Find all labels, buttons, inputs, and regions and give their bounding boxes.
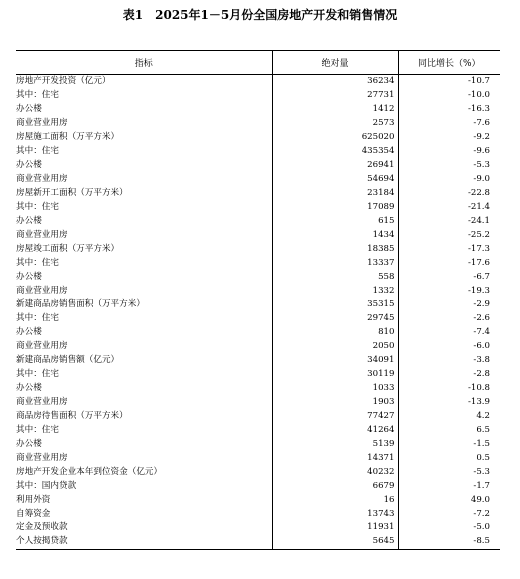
- row-indicator: 其中：住宅: [16, 89, 272, 103]
- row-total: 11931: [272, 521, 398, 535]
- row-change: -16.3: [467, 104, 490, 115]
- row-total: 1903: [272, 396, 398, 410]
- row-indicator: 办公楼: [16, 326, 272, 340]
- table-row: [16, 159, 500, 173]
- row-indicator: 商业营业用房: [16, 451, 272, 465]
- row-indicator: 办公楼: [16, 437, 272, 451]
- row-change: -5.3: [473, 160, 490, 171]
- table-row: [16, 228, 500, 242]
- row-change: -2.6: [473, 313, 490, 324]
- table-row: [16, 451, 500, 465]
- table-row: [16, 479, 500, 493]
- table-body: [16, 75, 500, 550]
- row-indicator: 商业营业用房: [16, 117, 272, 131]
- row-change: -24.1: [467, 215, 490, 226]
- row-indicator: 办公楼: [16, 103, 272, 117]
- row-change: -25.2: [467, 229, 490, 240]
- row-indicator: 其中：住宅: [16, 256, 272, 270]
- row-indicator: 商品房待售面积（万平方米）: [16, 410, 272, 424]
- row-change: -10.8: [467, 383, 490, 394]
- header-indicator: 指标: [16, 51, 272, 75]
- row-indicator: 定金及预收款: [16, 521, 272, 535]
- row-total: 34091: [272, 354, 398, 368]
- table-title: 表1 2025年1－5月份全国房地产开发和销售情况: [122, 8, 398, 22]
- row-indicator: 房屋新开工面积（万平方米）: [16, 187, 272, 201]
- table-row: [16, 437, 500, 451]
- row-total: 435354: [272, 145, 398, 159]
- row-total: 16: [272, 493, 398, 507]
- row-change: -2.8: [473, 369, 490, 380]
- row-change: -5.3: [473, 466, 490, 477]
- row-change: -10.0: [467, 90, 490, 101]
- row-change: -22.8: [467, 187, 490, 198]
- row-indicator: 商业营业用房: [16, 396, 272, 410]
- row-change: -6.7: [473, 271, 490, 282]
- row-total: 13743: [272, 507, 398, 521]
- header-change: 同比增长（%）: [398, 51, 500, 75]
- row-indicator: 房地产开发企业本年到位资金（亿元）: [16, 465, 272, 479]
- row-total: 23184: [272, 187, 398, 201]
- row-change: 4.2: [476, 410, 490, 421]
- row-total: 13337: [272, 256, 398, 270]
- row-change: -5.0: [473, 522, 490, 533]
- row-total: 41264: [272, 423, 398, 437]
- row-indicator: 办公楼: [16, 382, 272, 396]
- row-total: 1033: [272, 382, 398, 396]
- table-row: [16, 396, 500, 410]
- row-total: 27731: [272, 89, 398, 103]
- row-indicator: 办公楼: [16, 214, 272, 228]
- row-change: 6.5: [476, 424, 490, 435]
- row-total: 558: [272, 270, 398, 284]
- row-indicator: 商业营业用房: [16, 284, 272, 298]
- row-indicator: 其中：住宅: [16, 200, 272, 214]
- row-total: 1434: [272, 228, 398, 242]
- row-total: 18385: [272, 242, 398, 256]
- table-row: [16, 326, 500, 340]
- table-row: [16, 465, 500, 479]
- table-row: [16, 145, 500, 159]
- row-indicator: 其中：住宅: [16, 423, 272, 437]
- row-indicator: 新建商品房销售额（亿元）: [16, 354, 272, 368]
- table-header: [16, 51, 500, 75]
- row-total: 35315: [272, 298, 398, 312]
- statistics-table: [16, 50, 500, 550]
- table-row: [16, 75, 500, 89]
- row-total: 40232: [272, 465, 398, 479]
- row-total: 14371: [272, 451, 398, 465]
- row-total: 29745: [272, 312, 398, 326]
- table-row: [16, 507, 500, 521]
- row-total: 30119: [272, 368, 398, 382]
- row-change: -7.4: [473, 327, 490, 338]
- row-change: -3.8: [473, 355, 490, 366]
- row-total: 5139: [272, 437, 398, 451]
- row-total: 625020: [272, 131, 398, 145]
- row-indicator: 其中：住宅: [16, 312, 272, 326]
- table-row: [16, 173, 500, 187]
- row-indicator: 个人按揭贷款: [16, 535, 272, 549]
- row-total: 810: [272, 326, 398, 340]
- table-row: [16, 117, 500, 131]
- row-total: 54694: [272, 173, 398, 187]
- row-change: 49.0: [470, 494, 490, 505]
- row-total: 2573: [272, 117, 398, 131]
- row-change: -1.7: [473, 480, 490, 491]
- table-row: [16, 256, 500, 270]
- row-total: 1412: [272, 103, 398, 117]
- row-change: -1.5: [473, 438, 490, 449]
- row-change: -9.2: [473, 132, 490, 143]
- table-row: [16, 535, 500, 549]
- table-row: [16, 214, 500, 228]
- header-row: [16, 51, 500, 75]
- row-total: 615: [272, 214, 398, 228]
- row-total: 2050: [272, 340, 398, 354]
- table-row: [16, 312, 500, 326]
- row-change: -10.7: [467, 76, 490, 87]
- row-indicator: 办公楼: [16, 159, 272, 173]
- row-indicator: 其中：国内贷款: [16, 479, 272, 493]
- row-change: -19.3: [467, 285, 490, 296]
- table-row: [16, 340, 500, 354]
- table-row: [16, 354, 500, 368]
- row-indicator: 商业营业用房: [16, 340, 272, 354]
- row-indicator: 自筹资金: [16, 507, 272, 521]
- row-total: 36234: [272, 75, 398, 89]
- row-indicator: 商业营业用房: [16, 228, 272, 242]
- table-row: [16, 423, 500, 437]
- row-total: 17089: [272, 200, 398, 214]
- table-row: [16, 103, 500, 117]
- row-indicator: 其中：住宅: [16, 145, 272, 159]
- row-change: -9.0: [473, 174, 490, 185]
- row-total: 1332: [272, 284, 398, 298]
- row-total: 26941: [272, 159, 398, 173]
- row-indicator: 商业营业用房: [16, 173, 272, 187]
- row-indicator: 利用外资: [16, 493, 272, 507]
- row-total: 77427: [272, 410, 398, 424]
- row-change: -21.4: [467, 201, 490, 212]
- row-change: -8.5: [398, 535, 500, 549]
- table-row: [16, 270, 500, 284]
- row-change: 0.5: [476, 452, 490, 463]
- table-row: [16, 242, 500, 256]
- row-change: -2.9: [473, 299, 490, 310]
- header-total: 绝对量: [272, 51, 398, 75]
- table-row: [16, 89, 500, 103]
- table-row: [16, 284, 500, 298]
- table-row: [16, 382, 500, 396]
- row-total: 6679: [272, 479, 398, 493]
- table-row: [16, 368, 500, 382]
- row-indicator: 其中：住宅: [16, 368, 272, 382]
- row-change: -9.6: [473, 146, 490, 157]
- row-change: -17.3: [467, 243, 490, 254]
- row-change: -17.6: [467, 257, 490, 268]
- row-indicator: 办公楼: [16, 270, 272, 284]
- table-row: [16, 410, 500, 424]
- table-row: [16, 187, 500, 201]
- row-total: 5645: [272, 535, 398, 549]
- row-indicator: 房屋施工面积（万平方米）: [16, 131, 272, 145]
- row-indicator: 新建商品房销售面积（万平方米）: [16, 298, 272, 312]
- row-change: -7.2: [473, 508, 490, 519]
- table-row: [16, 131, 500, 145]
- row-indicator: 房地产开发投资（亿元）: [16, 75, 272, 89]
- row-change: -13.9: [467, 397, 490, 408]
- table-row: [16, 298, 500, 312]
- table-row: [16, 521, 500, 535]
- table-row: [16, 200, 500, 214]
- row-change: -7.6: [473, 118, 490, 129]
- row-change: -6.0: [473, 341, 490, 352]
- table-row: [16, 493, 500, 507]
- row-indicator: 房屋竣工面积（万平方米）: [16, 242, 272, 256]
